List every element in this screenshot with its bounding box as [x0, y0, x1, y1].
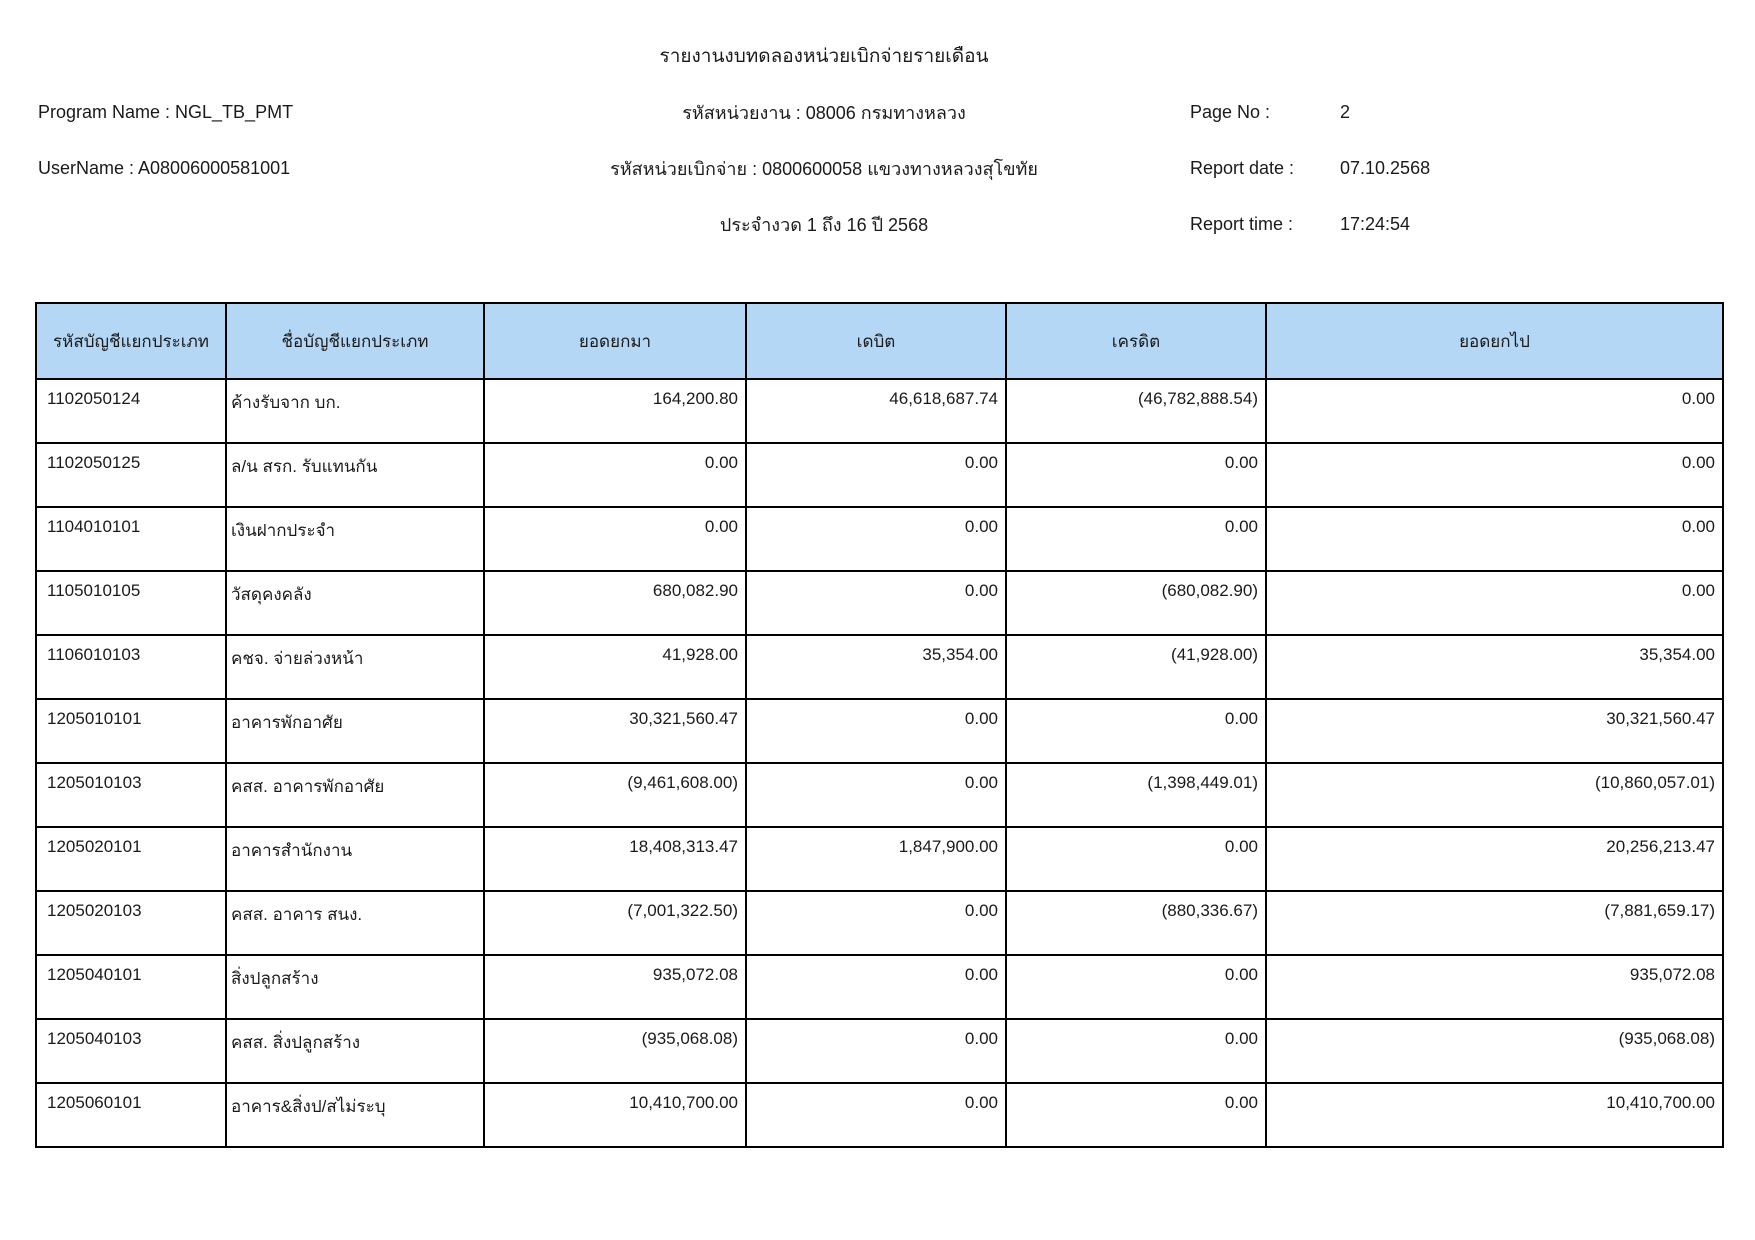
debit-cell: 46,618,687.74 [746, 379, 1006, 443]
credit-cell: 0.00 [1006, 1019, 1266, 1083]
col-account-code: รหัสบัญชีแยกประเภท [36, 303, 226, 379]
col-credit: เครดิต [1006, 303, 1266, 379]
credit-cell: 0.00 [1006, 827, 1266, 891]
account-name-cell: คสส. อาคารพักอาศัย [226, 763, 484, 827]
balance-brought-forward-cell: 30,321,560.47 [484, 699, 746, 763]
report-date-value: 07.10.2568 [1340, 157, 1431, 178]
table-row [36, 827, 1723, 891]
balance-carried-forward-cell: (10,860,057.01) [1266, 763, 1723, 827]
credit-cell: 0.00 [1006, 699, 1266, 763]
balance-brought-forward-cell: (9,461,608.00) [484, 763, 746, 827]
col-balance-brought-forward: ยอดยกมา [484, 303, 746, 379]
balance-brought-forward-cell: 10,410,700.00 [484, 1083, 746, 1147]
report-time-label: Report time : [1190, 213, 1294, 234]
report-title: รายงานงบทดลองหน่วยเบิกจ่ายรายเดือน [659, 46, 989, 67]
table-row [36, 955, 1723, 1019]
balance-brought-forward-cell: 680,082.90 [484, 571, 746, 635]
table-row [36, 763, 1723, 827]
account-code-cell: 1205060101 [36, 1083, 226, 1147]
balance-brought-forward-cell: 164,200.80 [484, 379, 746, 443]
debit-cell: 0.00 [746, 891, 1006, 955]
credit-cell: 0.00 [1006, 507, 1266, 571]
account-code-cell: 1205040101 [36, 955, 226, 1019]
balance-carried-forward-cell: 35,354.00 [1266, 635, 1723, 699]
account-name-cell: ล/น สรก. รับแทนกัน [226, 443, 484, 507]
debit-cell: 0.00 [746, 571, 1006, 635]
balance-carried-forward-cell: 0.00 [1266, 507, 1723, 571]
debit-cell: 0.00 [746, 699, 1006, 763]
account-name-cell: เงินฝากประจำ [226, 507, 484, 571]
table-row [36, 379, 1723, 443]
debit-cell: 0.00 [746, 443, 1006, 507]
account-name-cell: คชจ. จ่ายล่วงหน้า [226, 635, 484, 699]
balance-carried-forward-cell: 20,256,213.47 [1266, 827, 1723, 891]
report-date-label: Report date : [1190, 157, 1295, 178]
balance-carried-forward-cell: 0.00 [1266, 571, 1723, 635]
balance-brought-forward-cell: 41,928.00 [484, 635, 746, 699]
account-code-cell: 1205020101 [36, 827, 226, 891]
account-name-cell: ค้างรับจาก บก. [226, 379, 484, 443]
account-name-cell: อาคาร&สิ่งป/สไม่ระบุ [226, 1083, 484, 1147]
page-no-label: Page No : [1190, 101, 1271, 122]
debit-cell: 35,354.00 [746, 635, 1006, 699]
table-body [36, 379, 1723, 1147]
balance-carried-forward-cell: 0.00 [1266, 443, 1723, 507]
table-row [36, 571, 1723, 635]
balance-brought-forward-cell: 0.00 [484, 507, 746, 571]
header-row-1 [0, 84, 1755, 140]
account-code-cell: 1102050125 [36, 443, 226, 507]
col-account-name: ชื่อบัญชีแยกประเภท [226, 303, 484, 379]
table-row [36, 443, 1723, 507]
table-row [36, 891, 1723, 955]
debit-cell: 0.00 [746, 1083, 1006, 1147]
balance-carried-forward-cell: 935,072.08 [1266, 955, 1723, 1019]
header-row-2 [0, 140, 1755, 196]
page-no-value: 2 [1340, 101, 1351, 122]
debit-cell: 1,847,900.00 [746, 827, 1006, 891]
balance-carried-forward-cell: 30,321,560.47 [1266, 699, 1723, 763]
header-row-3 [0, 196, 1755, 252]
table-row [36, 635, 1723, 699]
table-row [36, 1019, 1723, 1083]
col-balance-carried-forward: ยอดยกไป [1266, 303, 1723, 379]
table-row [36, 507, 1723, 571]
balance-brought-forward-cell: 935,072.08 [484, 955, 746, 1019]
balance-brought-forward-cell: 0.00 [484, 443, 746, 507]
table-header-row [36, 303, 1723, 379]
credit-cell: 0.00 [1006, 443, 1266, 507]
account-name-cell: คสส. อาคาร สนง. [226, 891, 484, 955]
debit-cell: 0.00 [746, 955, 1006, 1019]
table-row [36, 699, 1723, 763]
trial-balance-table [35, 302, 1724, 1148]
credit-cell: 0.00 [1006, 1083, 1266, 1147]
balance-brought-forward-cell: (935,068.08) [484, 1019, 746, 1083]
credit-cell: 0.00 [1006, 955, 1266, 1019]
debit-cell: 0.00 [746, 763, 1006, 827]
balance-brought-forward-cell: 18,408,313.47 [484, 827, 746, 891]
balance-brought-forward-cell: (7,001,322.50) [484, 891, 746, 955]
account-code-cell: 1104010101 [36, 507, 226, 571]
user-name: UserName : A08006000581001 [38, 157, 291, 178]
debit-cell: 0.00 [746, 507, 1006, 571]
account-code-cell: 1102050124 [36, 379, 226, 443]
account-code-cell: 1205010101 [36, 699, 226, 763]
balance-carried-forward-cell: (7,881,659.17) [1266, 891, 1723, 955]
credit-cell: (41,928.00) [1006, 635, 1266, 699]
report-header [0, 0, 1755, 252]
account-code-cell: 1205010103 [36, 763, 226, 827]
account-code-cell: 1205040103 [36, 1019, 226, 1083]
credit-cell: (880,336.67) [1006, 891, 1266, 955]
agency-code: รหัสหน่วยงาน : 08006 กรมทางหลวง [682, 102, 966, 123]
report-time-value: 17:24:54 [1340, 213, 1411, 234]
account-code-cell: 1205020103 [36, 891, 226, 955]
period-text: ประจำงวด 1 ถึง 16 ปี 2568 [719, 214, 929, 235]
account-name-cell: สิ่งปลูกสร้าง [226, 955, 484, 1019]
account-code-cell: 1105010105 [36, 571, 226, 635]
table-header [36, 303, 1723, 379]
credit-cell: (46,782,888.54) [1006, 379, 1266, 443]
account-name-cell: อาคารพักอาศัย [226, 699, 484, 763]
credit-cell: (1,398,449.01) [1006, 763, 1266, 827]
account-code-cell: 1106010103 [36, 635, 226, 699]
title-row [0, 28, 1755, 84]
account-name-cell: วัสดุคงคลัง [226, 571, 484, 635]
disbursement-unit-code: รหัสหน่วยเบิกจ่าย : 0800600058 แขวงทางหลวงสุโขทัย [610, 158, 1038, 179]
account-name-cell: อาคารสำนักงาน [226, 827, 484, 891]
debit-cell: 0.00 [746, 1019, 1006, 1083]
table-row [36, 1083, 1723, 1147]
balance-carried-forward-cell: 0.00 [1266, 379, 1723, 443]
credit-cell: (680,082.90) [1006, 571, 1266, 635]
program-name: Program Name : NGL_TB_PMT [38, 101, 294, 122]
balance-carried-forward-cell: 10,410,700.00 [1266, 1083, 1723, 1147]
col-debit: เดบิต [746, 303, 1006, 379]
balance-carried-forward-cell: (935,068.08) [1266, 1019, 1723, 1083]
account-name-cell: คสส. สิ่งปลูกสร้าง [226, 1019, 484, 1083]
